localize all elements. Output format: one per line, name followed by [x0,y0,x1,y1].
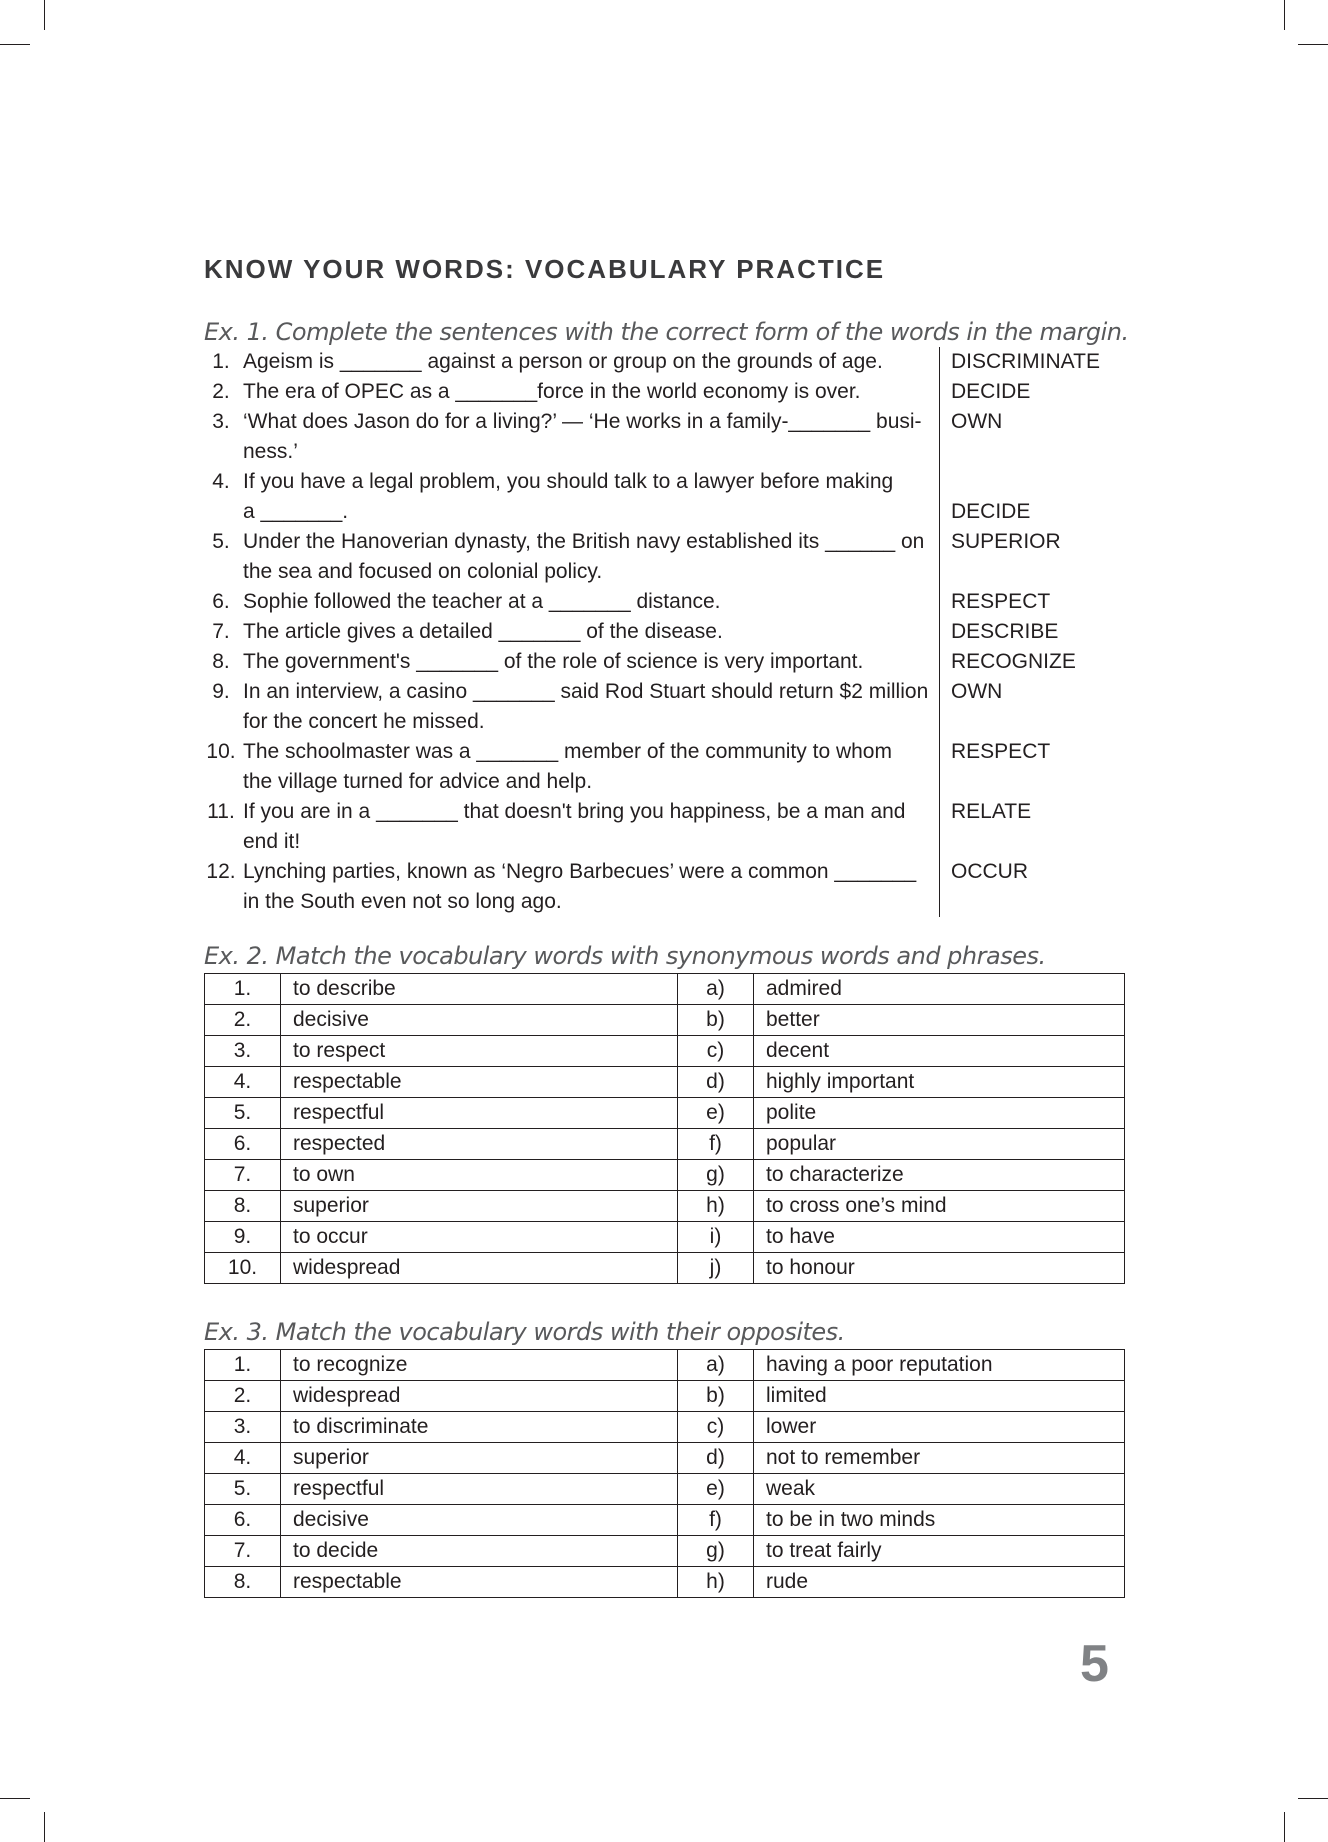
crop-mark [44,0,45,30]
vocabulary-word: respected [281,1129,678,1160]
margin-word: DESCRIBE [939,617,1151,647]
sentence-text: the village turned for advice and help. [243,770,593,793]
table-row [205,1381,1125,1412]
row-number: 8. [205,1567,281,1598]
row-number: 7. [205,1536,281,1567]
sentence-text: ‘What does Jason do for a living?’ — ‘He works in a family-_______ busi- [243,410,922,433]
margin-word: RESPECT [939,737,1151,767]
exercise-1-line [199,407,1099,437]
crop-mark [1298,1798,1328,1799]
match-letter: a) [678,974,754,1005]
vocabulary-word: to respect [281,1036,678,1067]
match-option: decent [754,1036,1125,1067]
exercise-1-line [199,377,1099,407]
sentence-text: The government's _______ of the role of science is very important. [243,650,864,673]
table-row [205,1567,1125,1598]
match-option: limited [754,1381,1125,1412]
exercise-1-line [199,887,1099,917]
sentence-text: a _______. [243,500,349,523]
crop-mark [1298,44,1328,45]
margin-word [939,887,1151,917]
table-row [205,1505,1125,1536]
exercise-1-line [199,557,1099,587]
sentence-text: ness.’ [243,440,298,463]
table-row [205,1191,1125,1222]
match-letter: b) [678,1005,754,1036]
match-letter: f) [678,1505,754,1536]
sentence-text: end it! [243,830,301,853]
item-number: 6. [212,590,230,613]
vocabulary-word: respectable [281,1067,678,1098]
item-number: 12. [206,860,236,883]
match-option: not to remember [754,1443,1125,1474]
match-letter: h) [678,1191,754,1222]
table-row [205,1536,1125,1567]
margin-word [939,437,1151,467]
match-letter: j) [678,1253,754,1284]
match-option: lower [754,1412,1125,1443]
exercise-2-table [204,973,1125,1284]
item-number: 5. [212,530,230,553]
vocabulary-word: respectable [281,1567,678,1598]
exercise-1-line [199,707,1099,737]
table-row [205,1222,1125,1253]
item-number [199,437,243,467]
row-number: 4. [205,1443,281,1474]
vocabulary-word: to describe [281,974,678,1005]
table-row [205,1350,1125,1381]
item-number [199,767,243,797]
row-number: 3. [205,1036,281,1067]
table-row [205,1129,1125,1160]
item-number: 1. [212,350,230,373]
table-row [205,1412,1125,1443]
match-option: to cross one’s mind [754,1191,1125,1222]
sentence-text: The article gives a detailed _______ of the disease. [243,620,723,643]
vocabulary-word: decisive [281,1005,678,1036]
exercise-1-line [199,647,1099,677]
row-number: 4. [205,1067,281,1098]
match-option: highly important [754,1067,1125,1098]
exercise-1-line [199,677,1099,707]
exercise-1-line [199,767,1099,797]
sentence-text: Sophie followed the teacher at a _______ distance. [243,590,721,613]
exercise-1-line [199,827,1099,857]
exercise-1-line [199,437,1099,467]
table-row [205,1036,1125,1067]
crop-mark [0,44,30,45]
margin-word: DECIDE [939,497,1151,527]
margin-word: RECOGNIZE [939,647,1151,677]
match-letter: f) [678,1129,754,1160]
row-number: 6. [205,1129,281,1160]
table-row [205,1443,1125,1474]
sentence-text: Lynching parties, known as ‘Negro Barbecues’ were a common _______ [243,860,917,883]
vocabulary-word: respectful [281,1474,678,1505]
item-number: 8. [212,650,230,673]
margin-word [939,557,1151,587]
match-letter: d) [678,1067,754,1098]
row-number: 9. [205,1222,281,1253]
match-letter: h) [678,1567,754,1598]
item-number: 3. [212,410,230,433]
item-number: 2. [212,380,230,403]
row-number: 2. [205,1005,281,1036]
exercise-1-line [199,617,1099,647]
match-option: popular [754,1129,1125,1160]
margin-word: RESPECT [939,587,1151,617]
margin-word [939,767,1151,797]
page-title: KNOW YOUR WORDS: VOCABULARY PRACTICE [204,254,886,284]
margin-word [939,467,1151,497]
row-number: 5. [205,1474,281,1505]
item-number [199,557,243,587]
match-letter: i) [678,1222,754,1253]
match-option: to characterize [754,1160,1125,1191]
margin-word [939,707,1151,737]
vocabulary-word: to discriminate [281,1412,678,1443]
row-number: 5. [205,1098,281,1129]
match-option: weak [754,1474,1125,1505]
exercise-1-title: Ex. 1. Complete the sentences with the correct form of the words in the margin. [204,318,1129,346]
vocabulary-word: to decide [281,1536,678,1567]
sentence-text: If you have a legal problem, you should talk to a lawyer before making [243,470,894,493]
exercise-1-line [199,587,1099,617]
vocabulary-word: to occur [281,1222,678,1253]
margin-word: SUPERIOR [939,527,1151,557]
vocabulary-word: decisive [281,1505,678,1536]
row-number: 7. [205,1160,281,1191]
table-row [205,1253,1125,1284]
table-row [205,1160,1125,1191]
item-number: 7. [212,620,230,643]
table-row [205,974,1125,1005]
match-option: polite [754,1098,1125,1129]
row-number: 10. [205,1253,281,1284]
exercise-3-title: Ex. 3. Match the vocabulary words with their opposites. [204,1318,845,1346]
margin-word: OWN [939,677,1151,707]
margin-word: DISCRIMINATE [939,347,1151,377]
exercise-1-line [199,857,1099,887]
match-letter: b) [678,1381,754,1412]
match-option: rude [754,1567,1125,1598]
match-option: to honour [754,1253,1125,1284]
vocabulary-word: widespread [281,1253,678,1284]
row-number: 3. [205,1412,281,1443]
row-number: 6. [205,1505,281,1536]
sentence-text: The era of OPEC as a _______force in the world economy is over. [243,380,861,403]
exercise-2-title: Ex. 2. Match the vocabulary words with synonymous words and phrases. [204,942,1046,970]
row-number: 8. [205,1191,281,1222]
sentence-text: The schoolmaster was a _______ member of the community to whom [243,740,892,763]
match-option: to be in two minds [754,1505,1125,1536]
item-number [199,497,243,527]
sentence-text: Under the Hanoverian dynasty, the British navy established its ______ on [243,530,925,553]
page-number: 5 [1080,1635,1109,1693]
item-number: 10. [206,740,236,763]
match-letter: d) [678,1443,754,1474]
match-option: to have [754,1222,1125,1253]
vocabulary-word: superior [281,1191,678,1222]
sentence-text: for the concert he missed. [243,710,485,733]
table-row [205,1474,1125,1505]
match-letter: e) [678,1098,754,1129]
exercise-1-line [199,347,1099,377]
exercise-1-line [199,497,1099,527]
match-option: better [754,1005,1125,1036]
item-number [199,707,243,737]
margin-word: OWN [939,407,1151,437]
match-option: to treat fairly [754,1536,1125,1567]
exercise-3-table [204,1349,1125,1598]
margin-word: DECIDE [939,377,1151,407]
match-letter: g) [678,1536,754,1567]
match-option: admired [754,974,1125,1005]
match-letter: c) [678,1412,754,1443]
sentence-text: If you are in a _______ that doesn't bring you happiness, be a man and [243,800,906,823]
table-row [205,1098,1125,1129]
item-number [199,887,243,917]
item-number: 11. [207,800,235,823]
sentence-text: In an interview, a casino _______ said Rod Stuart should return $2 million [243,680,929,703]
exercise-1-line [199,467,1099,497]
crop-mark [44,1812,45,1842]
item-number: 4. [212,470,230,493]
margin-word: OCCUR [939,857,1151,887]
row-number: 2. [205,1381,281,1412]
exercise-1-line [199,797,1099,827]
crop-mark [1284,1812,1285,1842]
exercise-1-line [199,527,1099,557]
table-row [205,1005,1125,1036]
crop-mark [0,1798,30,1799]
table-row [205,1067,1125,1098]
crop-mark [1284,0,1285,30]
match-option: having a poor reputation [754,1350,1125,1381]
vocabulary-word: respectful [281,1098,678,1129]
match-letter: a) [678,1350,754,1381]
vocabulary-word: superior [281,1443,678,1474]
exercise-1-line [199,737,1099,767]
match-letter: c) [678,1036,754,1067]
vocabulary-word: to recognize [281,1350,678,1381]
sentence-text: Ageism is _______ against a person or group on the grounds of age. [243,350,883,373]
sentence-text: the sea and focused on colonial policy. [243,560,603,583]
sentence-text: in the South even not so long ago. [243,890,562,913]
match-letter: g) [678,1160,754,1191]
row-number: 1. [205,974,281,1005]
margin-word: RELATE [939,797,1151,827]
exercise-1-list [199,347,1099,917]
item-number [199,827,243,857]
row-number: 1. [205,1350,281,1381]
match-letter: e) [678,1474,754,1505]
margin-word [939,827,1151,857]
vocabulary-word: widespread [281,1381,678,1412]
item-number: 9. [212,680,230,703]
vocabulary-word: to own [281,1160,678,1191]
